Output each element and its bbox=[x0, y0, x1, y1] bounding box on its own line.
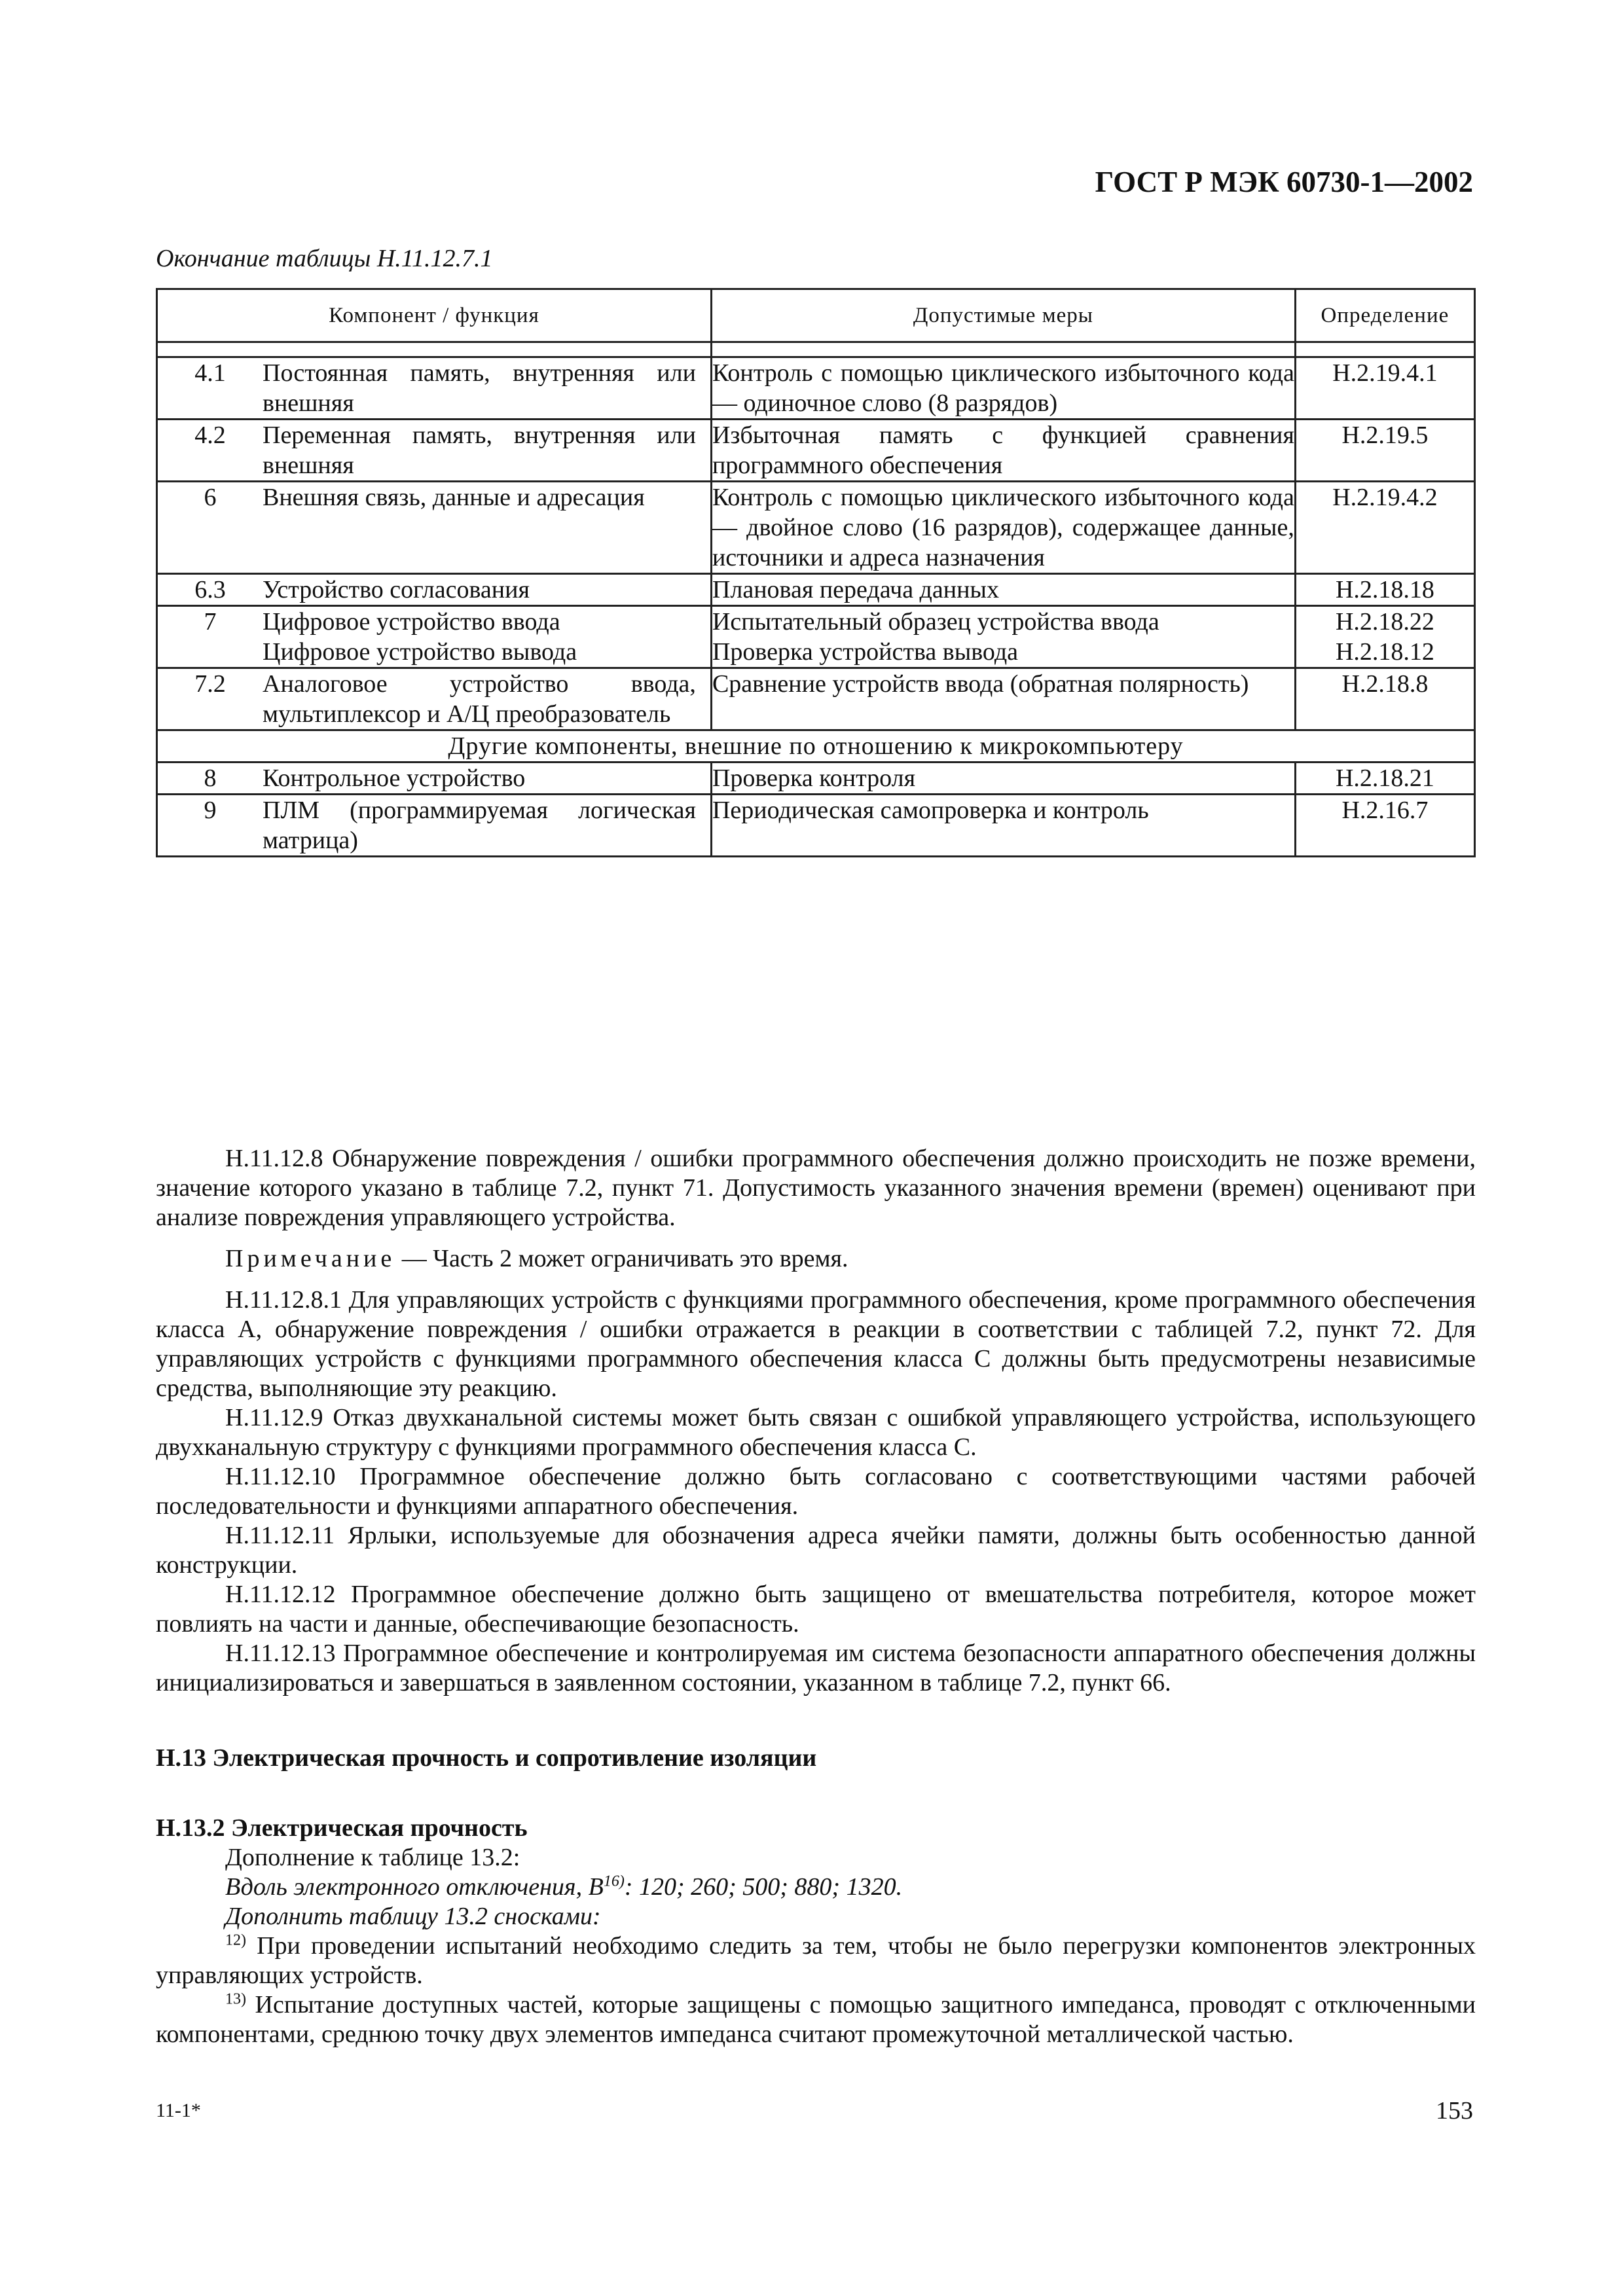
row-number: 6.3 bbox=[194, 576, 226, 603]
table-row bbox=[157, 668, 1475, 730]
row-component: Аналоговое устройство ввода, мультиплексор и А/Ц преобразователь bbox=[263, 670, 696, 728]
voltage-label: Вдоль электронного отключения, В bbox=[225, 1873, 604, 1901]
table-separator bbox=[157, 342, 1475, 357]
row-component: ПЛМ (программируемая логическая матрица) bbox=[263, 797, 696, 854]
paragraph: Н.11.12.9 Отказ двухканальной системы может быть связан с ошибкой управляющего устройства, использующего двухканальную структуру с функциями программного обеспечения класса С. bbox=[156, 1404, 1476, 1461]
row-measures: Избыточная память с функцией сравнения программного обеспечения bbox=[711, 420, 1295, 482]
row-measures: Плановая передача данных bbox=[711, 574, 1295, 606]
section-heading: Н.13 Электрическая прочность и сопротивление изоляции bbox=[156, 1744, 817, 1772]
row-number: 7 bbox=[204, 608, 217, 636]
row-component: Переменная память, внутренняя или внешняя bbox=[263, 422, 696, 479]
row-definition: Н.2.19.5 bbox=[1295, 420, 1474, 482]
addition-label: Дополнение к таблице 13.2: bbox=[225, 1844, 520, 1871]
row-component: Устройство согласования bbox=[263, 576, 530, 603]
footnote-ref: 16) bbox=[603, 1873, 625, 1890]
row-measures: Контроль с помощью циклического избыточного кода — одиночное слово (8 разрядов) bbox=[711, 357, 1295, 420]
table-row bbox=[157, 357, 1475, 420]
page-number: 153 bbox=[1436, 2097, 1473, 2125]
header-definition: Определение bbox=[1295, 289, 1474, 342]
row-definition: Н.2.18.8 bbox=[1295, 668, 1474, 730]
paragraph: Н.11.12.8 Обнаружение повреждения / ошибки программного обеспечения должно происходить не позже времени, значение которого указано в таблице 7.2, пункт 71. Допустимость указанного значения времени (времен) оценивают при анализе повреждения управляющего устройства. bbox=[156, 1145, 1476, 1231]
row-number: 8 bbox=[204, 764, 217, 792]
footnote-mark: 12) bbox=[225, 1931, 246, 1949]
row-measures: Периодическая самопроверка и контроль bbox=[711, 795, 1295, 857]
voltage-line bbox=[156, 1873, 1476, 1902]
table-row bbox=[157, 795, 1475, 857]
note bbox=[156, 1244, 1476, 1274]
footer-sheet-mark: 11-1* bbox=[156, 2100, 201, 2121]
body-text bbox=[156, 1144, 1476, 2049]
footnotes-label: Дополнить таблицу 13.2 сносками: bbox=[225, 1903, 601, 1930]
subsection-heading: Н.13.2 Электрическая прочность bbox=[156, 1814, 528, 1842]
row-component: Внешняя связь, данные и адресация bbox=[263, 484, 645, 511]
row-definition: Н.2.18.21 bbox=[1295, 762, 1474, 795]
voltage-values: : 120; 260; 500; 880; 1320. bbox=[624, 1873, 903, 1901]
paragraph: Н.11.12.12 Программное обеспечение должно быть защищено от вмешательства потребителя, которое может повлиять на части и данные, обеспечивающие безопасность. bbox=[156, 1581, 1476, 1638]
paragraph: Н.11.12.13 Программное обеспечение и контролируемая им система безопасности аппаратного обеспечения должны инициализироваться и завершаться в заявленном состоянии, указанном в таблице 7.2, пункт 66. bbox=[156, 1640, 1476, 1696]
row-definition: Н.2.16.7 bbox=[1295, 795, 1474, 857]
table-span-row bbox=[157, 730, 1475, 762]
note-label: Примечание bbox=[225, 1245, 396, 1272]
header-measures: Допустимые меры bbox=[711, 289, 1295, 342]
footnote-13 bbox=[156, 1990, 1476, 2049]
paragraph: Н.11.12.11 Ярлыки, используемые для обозначения адреса ячейки памяти, должны быть особенностью данной конструкции. bbox=[156, 1522, 1476, 1579]
footnote-text: Испытание доступных частей, которые защищены с помощью защитного импеданса, проводят с отключенными компонентами, среднюю точку двух элементов импеданса считают промежуточной металлической частью. bbox=[156, 1991, 1476, 2048]
table-header-row bbox=[157, 289, 1475, 342]
paragraph: Н.11.12.10 Программное обеспечение должно быть согласовано с соответствующими частями рабочей последовательности и функциями аппаратного обеспечения. bbox=[156, 1463, 1476, 1520]
row-component: Контрольное устройство bbox=[263, 764, 526, 792]
table-row bbox=[157, 420, 1475, 482]
row-definition: Н.2.19.4.1 bbox=[1295, 357, 1474, 420]
row-number: 4.1 bbox=[194, 359, 226, 387]
row-definition: Н.2.18.22 bbox=[1335, 608, 1434, 636]
row-measures: Сравнение устройств ввода (обратная полярность) bbox=[711, 668, 1295, 730]
row-number: 9 bbox=[204, 797, 217, 824]
document-id: ГОСТ Р МЭК 60730-1—2002 bbox=[1095, 166, 1473, 198]
row-measures: Контроль с помощью циклического избыточного кода — двойное слово (16 разрядов), содержащее данные, источники и адреса назначения bbox=[711, 482, 1295, 574]
row-definition: Н.2.18.12 bbox=[1335, 638, 1434, 666]
header-component: Компонент / функция bbox=[157, 289, 712, 342]
paragraph: Н.11.12.8.1 Для управляющих устройств с функциями программного обеспечения, кроме программного обеспечения класса А, обнаружение повреждения / ошибки отражается в реакции в соответствии с таблицей 7.2, пункт 72. Для управляющих устройств с функциями программного обеспечения класса С должны быть предусмотрены независимые средства, выполняющие эту реакцию. bbox=[156, 1286, 1476, 1402]
table-row bbox=[157, 762, 1475, 795]
footnote-mark: 13) bbox=[225, 1990, 246, 2008]
table-caption: Окончание таблицы Н.11.12.7.1 bbox=[156, 245, 493, 272]
row-component: Цифровое устройство ввода bbox=[263, 608, 560, 636]
row-component: Цифровое устройство вывода bbox=[263, 638, 577, 666]
row-measures: Проверка контроля bbox=[711, 762, 1295, 795]
row-definition: Н.2.19.4.2 bbox=[1295, 482, 1474, 574]
table-row bbox=[157, 574, 1475, 606]
table-row bbox=[157, 482, 1475, 574]
row-measures: Испытательный образец устройства ввода bbox=[712, 608, 1159, 636]
row-definition: Н.2.18.18 bbox=[1295, 574, 1474, 606]
row-measures: Проверка устройства вывода bbox=[712, 638, 1019, 666]
span-row-text: Другие компоненты, внешние по отношению к микрокомпьютеру bbox=[157, 730, 1475, 762]
row-number: 4.2 bbox=[194, 422, 226, 449]
row-component: Постоянная память, внутренняя или внешняя bbox=[263, 359, 696, 417]
note-text: — Часть 2 может ограничивать это время. bbox=[395, 1245, 848, 1272]
measures-table bbox=[156, 288, 1476, 857]
row-number: 7.2 bbox=[194, 670, 226, 698]
row-number: 6 bbox=[204, 484, 217, 511]
footnote-text: При проведении испытаний необходимо следить за тем, чтобы не было перегрузки компонентов электронных управляющих устройств. bbox=[156, 1932, 1476, 1989]
footnote-12 bbox=[156, 1931, 1476, 1990]
table-row bbox=[157, 606, 1475, 668]
